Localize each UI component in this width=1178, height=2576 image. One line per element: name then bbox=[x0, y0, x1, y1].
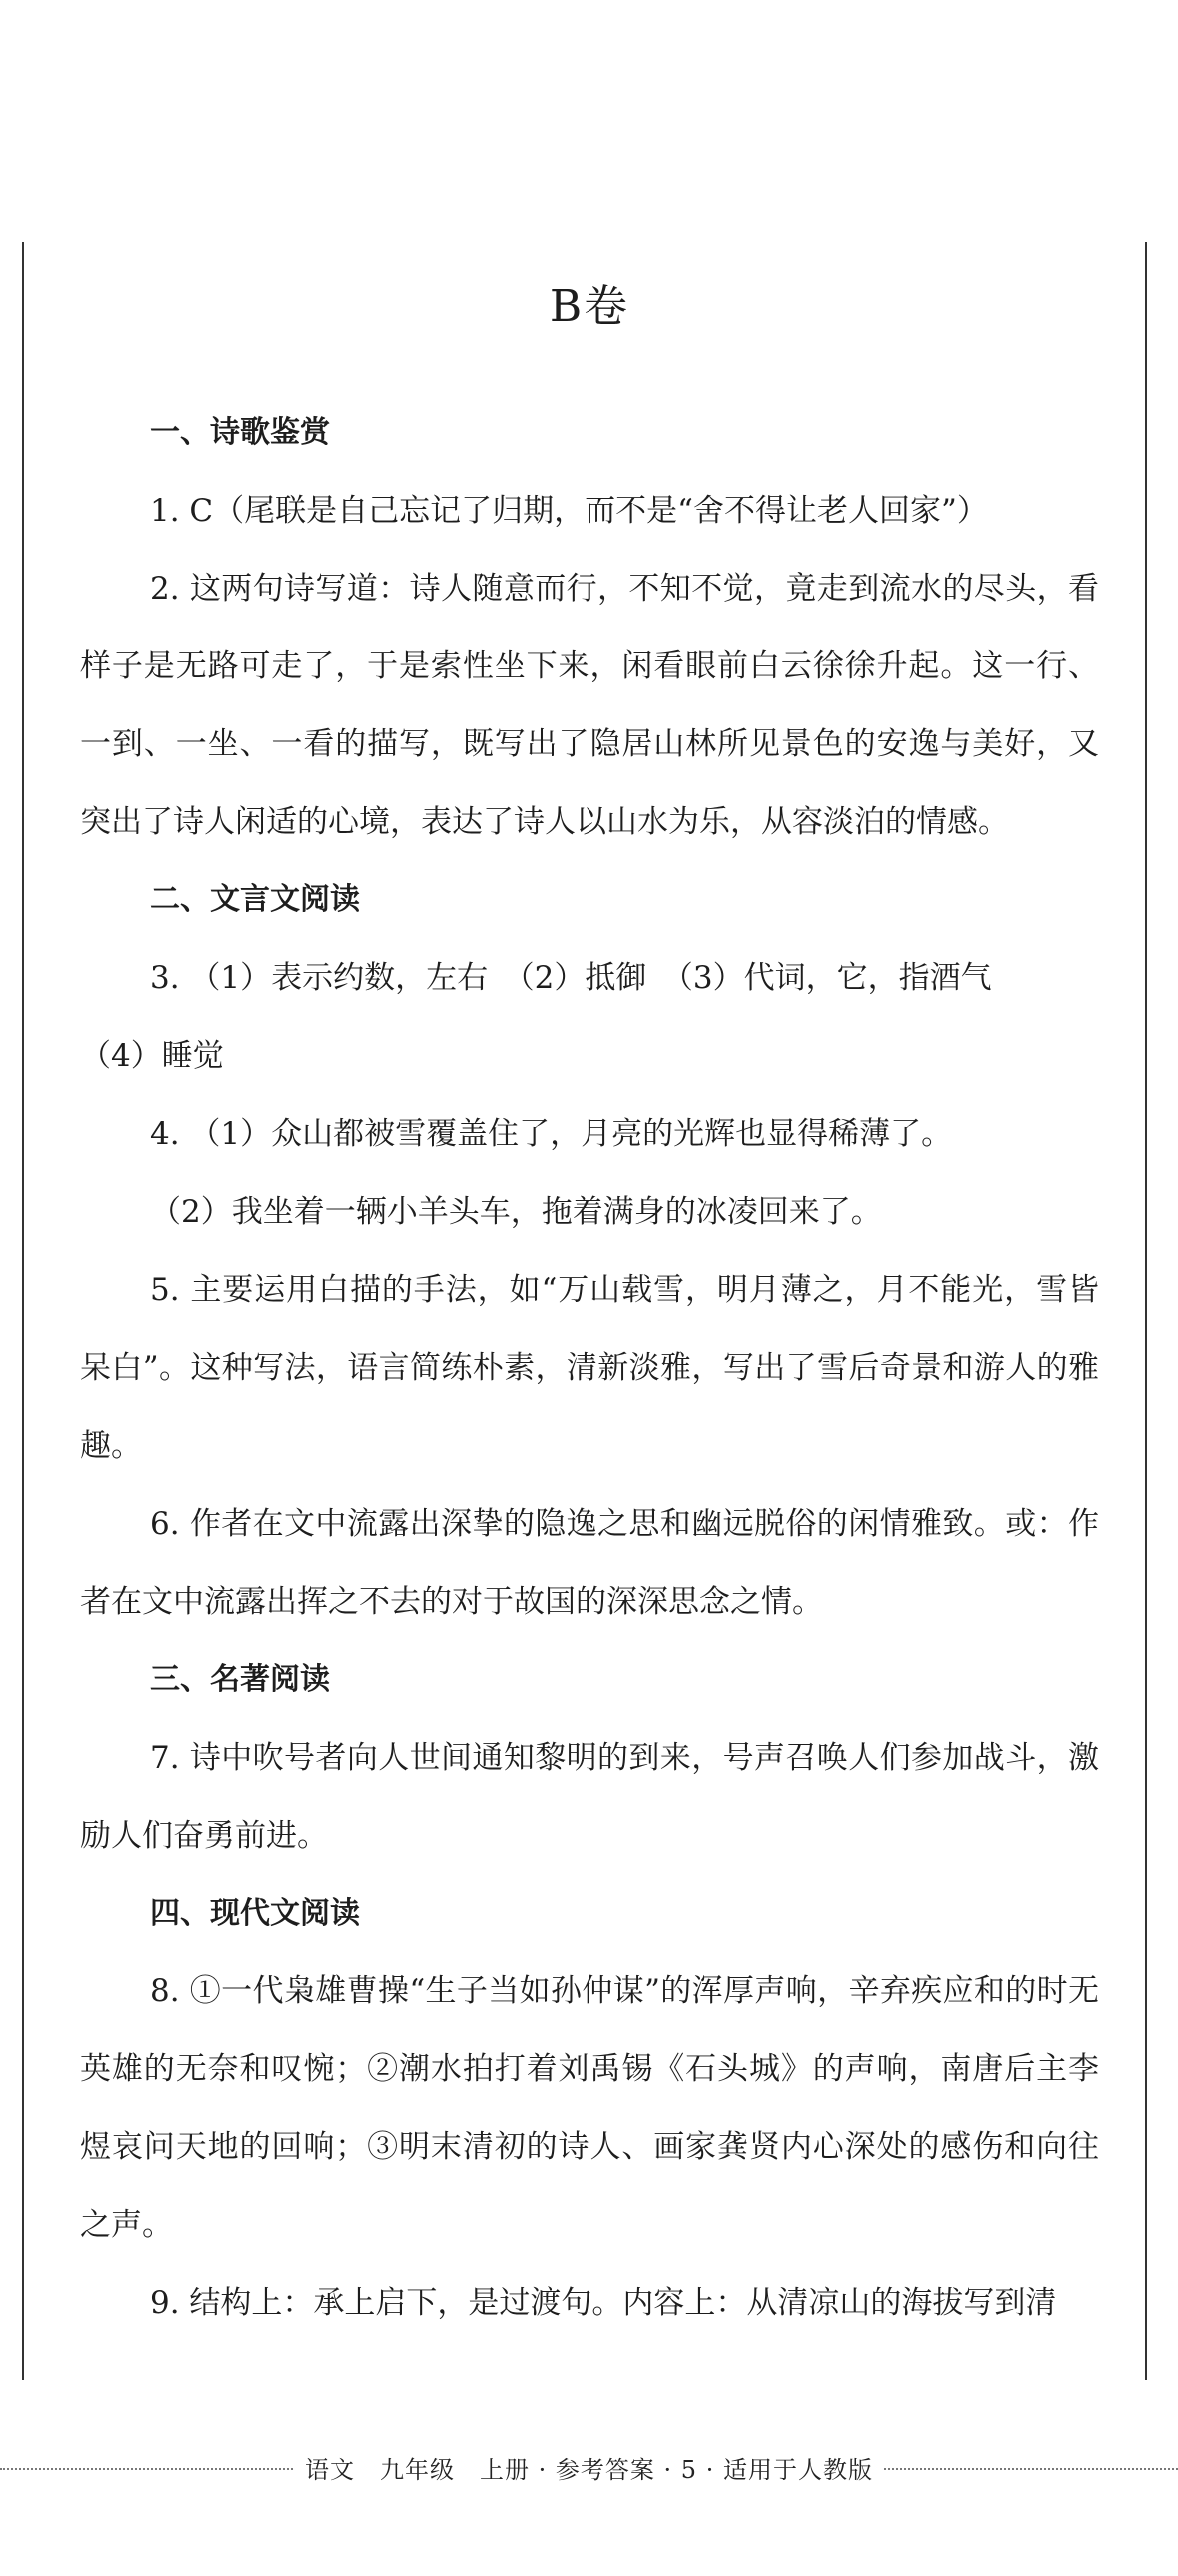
answer-6: 6. 作者在文中流露出深挚的隐逸之思和幽远脱俗的闲情雅致。或：作者在文中流露出挥之不去的对于故国的深深思念之情。 bbox=[80, 1506, 1099, 1620]
answer-2: 2. 这两句诗写道：诗人随意而行，不知不觉，竟走到流水的尽头，看样子是无路可走了，于是索性坐下来，闲看眼前白云徐徐升起。这一行、一到、一坐、一看的描写，既写出了隐居山林所见景色的安逸与美好，又突出了诗人闲适的心境，表达了诗人以山水为乐，从容淡泊的情感。 bbox=[80, 571, 1099, 840]
answer-3: 3. （1）表示约数，左右 （2）抵御 （3）代词，它，指酒气 bbox=[150, 960, 992, 996]
answer-9: 9. 结构上：承上启下，是过渡句。内容上：从清凉山的海拔写到清 bbox=[150, 2285, 1057, 2321]
answer-5: 5. 主要运用白描的手法，如“万山载雪，明月薄之，月不能光，雪皆呆白”。这种写法，语言简练朴素，清新淡雅，写出了雪后奇景和游人的雅趣。 bbox=[80, 1272, 1099, 1464]
answer-8: 8. ①一代枭雄曹操“生子当如孙仲谋”的浑厚声响，辛弃疾应和的时无英雄的无奈和叹惋；②潮水拍打着刘禹锡《石头城》的声响，南唐后主李煜哀问天地的回响；③明末清初的诗人、画家龚贤内心深处的感伤和向往之声。 bbox=[80, 1973, 1099, 2243]
section-heading-classics: 三、名著阅读 bbox=[150, 1662, 330, 1697]
answer-content bbox=[80, 270, 1099, 2342]
section-heading-modern: 四、现代文阅读 bbox=[150, 1896, 360, 1931]
left-border-line bbox=[22, 242, 24, 2380]
answer-4-part-2: （2）我坐着一辆小羊头车，拖着满身的冰凌回来了。 bbox=[150, 1194, 882, 1230]
section-heading-poetry: 一、诗歌鉴赏 bbox=[150, 415, 330, 450]
answer-7: 7. 诗中吹号者向人世间通知黎明的到来，号声召唤人们参加战斗，激励人们奋勇前进。 bbox=[80, 1740, 1099, 1854]
right-border-line bbox=[1145, 242, 1147, 2380]
page-title: B卷 bbox=[549, 281, 630, 332]
answer-4: 4. （1）众山都被雪覆盖住了，月亮的光辉也显得稀薄了。 bbox=[150, 1116, 953, 1152]
section-heading-classical: 二、文言文阅读 bbox=[150, 882, 360, 917]
answer-1: 1. C（尾联是自己忘记了归期，而不是“舍不得让老人回家”） bbox=[150, 493, 988, 529]
footer-text: 语文 九年级 上册 · 参考答案 · 5 · 适用于人教版 bbox=[295, 2450, 883, 2485]
page-footer bbox=[0, 2450, 1178, 2485]
answer-3-continued: （4）睡觉 bbox=[80, 1038, 224, 1074]
